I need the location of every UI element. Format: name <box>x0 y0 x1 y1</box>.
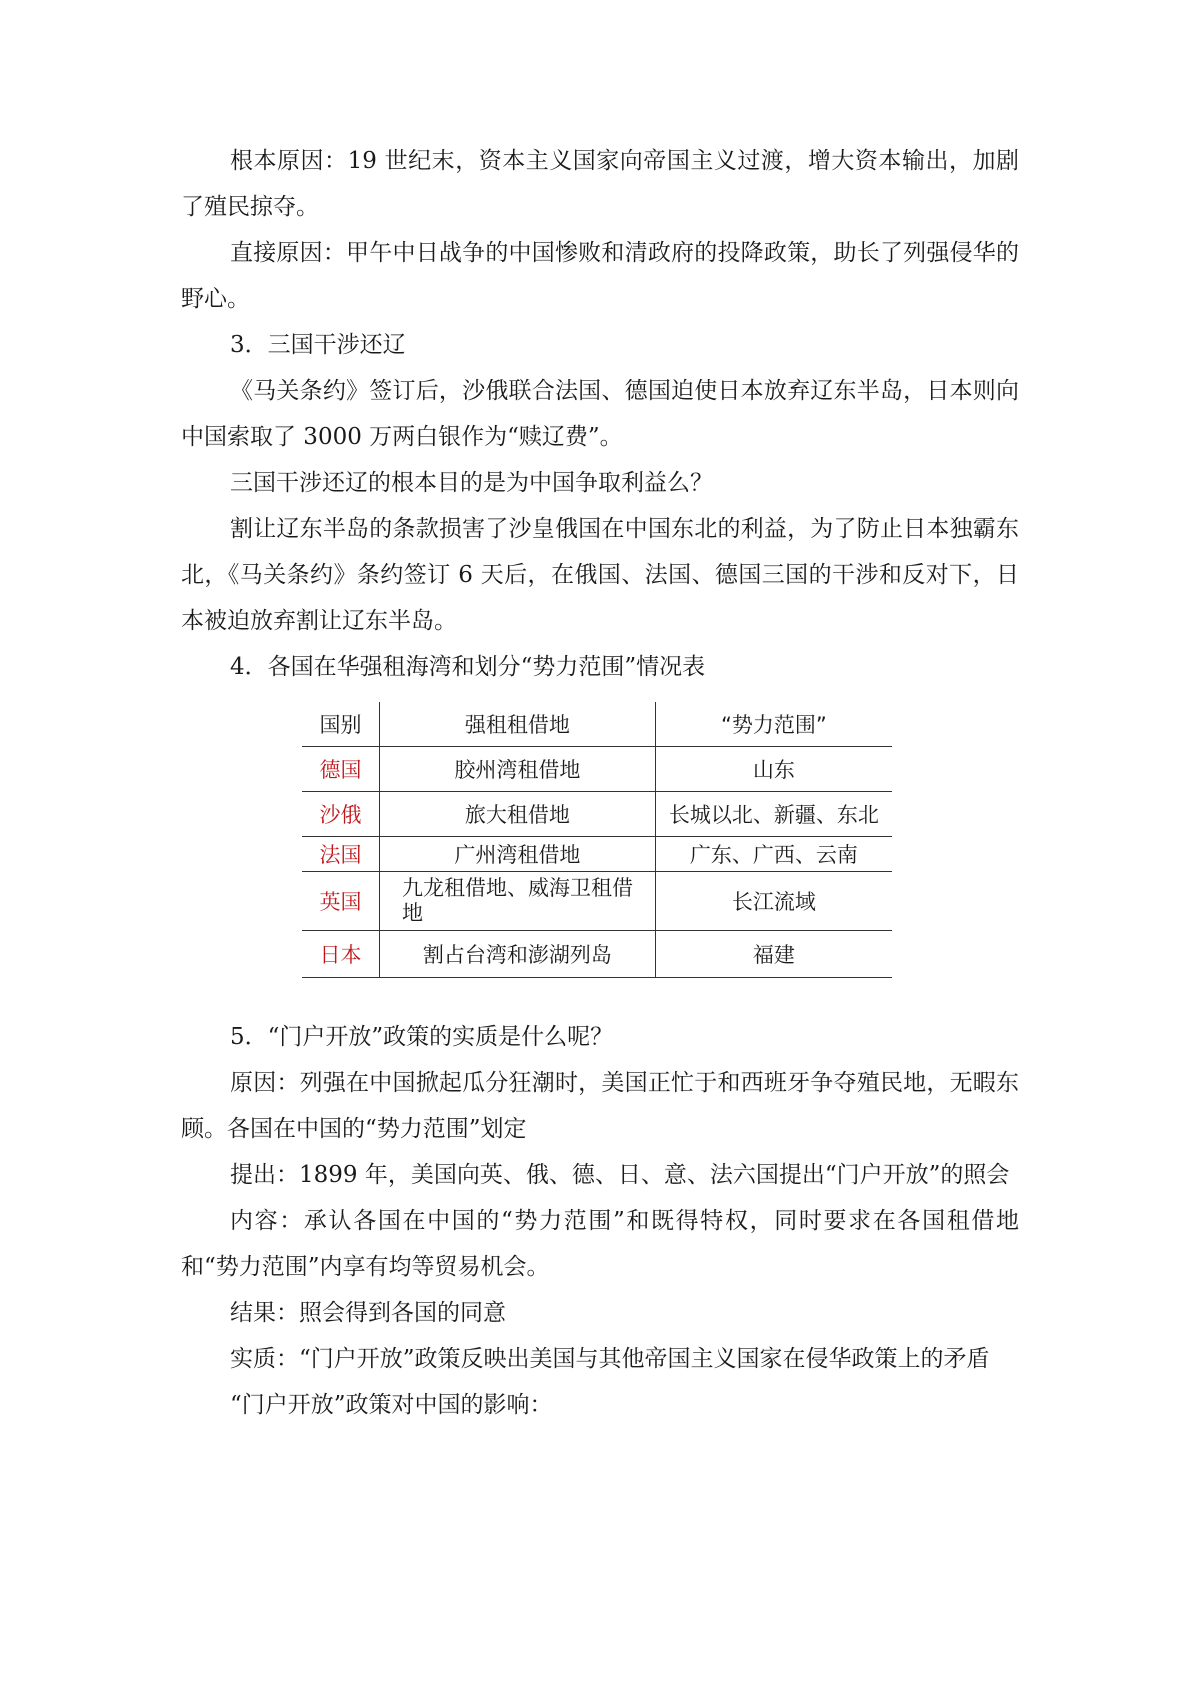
paragraph-proposal: 提出：1899 年，美国向英、俄、德、日、意、法六国提出“门户开放”的照会 <box>230 1161 1010 1188</box>
section-heading-4: 4．各国在华强租海湾和划分“势力范围”情况表 <box>230 654 706 680</box>
table-row <box>302 791 892 836</box>
lease-cell: 广州湾租借地 <box>379 836 655 871</box>
section-heading-5: 5．“门户开放”政策的实质是什么呢？ <box>230 1023 614 1050</box>
lease-cell: 旅大租借地 <box>379 791 655 836</box>
spheres-table-wrapper <box>302 702 892 978</box>
country-cell: 日本 <box>302 930 379 977</box>
paragraph-question: 三国干涉还辽的根本目的是为中国争取利益么？ <box>230 470 713 496</box>
paragraph-root-cause: 根本原因：19 世纪末，资本主义国家向帝国主义过渡，增大资本输出，加剧了殖民掠夺。 <box>181 148 1019 220</box>
header-leased-territory: 强租租借地 <box>379 702 655 746</box>
paragraph-direct-cause: 直接原因：甲午中日战争的中国惨败和清政府的投降政策，助长了列强侵华的野心。 <box>181 240 1019 312</box>
header-country: 国别 <box>302 702 379 746</box>
sphere-cell: 山东 <box>655 746 892 791</box>
sphere-cell: 长城以北、新疆、东北 <box>655 791 892 836</box>
table-header-row <box>302 702 892 746</box>
lease-cell: 胶州湾租借地 <box>379 746 655 791</box>
header-sphere: “势力范围” <box>655 702 892 746</box>
paragraph-impact: “门户开放”政策对中国的影响： <box>230 1391 553 1418</box>
country-cell: 法国 <box>302 836 379 871</box>
country-cell: 沙俄 <box>302 791 379 836</box>
country-cell: 英国 <box>302 871 379 930</box>
sphere-cell: 长江流域 <box>655 871 892 930</box>
sphere-cell: 广东、广西、云南 <box>655 836 892 871</box>
document-page <box>181 138 1019 1428</box>
sphere-cell: 福建 <box>655 930 892 977</box>
table-row <box>302 746 892 791</box>
spheres-of-influence-table <box>302 702 892 978</box>
paragraph-essence: 实质：“门户开放”政策反映出美国与其他帝国主义国家在侵华政策上的矛盾 <box>230 1345 990 1372</box>
lease-cell: 九龙租借地、威海卫租借地 <box>379 871 655 930</box>
paragraph-answer: 割让辽东半岛的条款损害了沙皇俄国在中国东北的利益，为了防止日本独霸东北，《马关条约》条约签订 6 天后，在俄国、法国、德国三国的干涉和反对下，日本被迫放弃割让辽东半岛。 <box>181 516 1019 634</box>
paragraph-reason: 原因：列强在中国掀起瓜分狂潮时，美国正忙于和西班牙争夺殖民地，无暇东顾。各国在中国的“势力范围”划定 <box>181 1069 1019 1142</box>
table-row <box>302 871 892 930</box>
paragraph-result: 结果：照会得到各国的同意 <box>230 1299 506 1326</box>
section-heading-3: 3．三国干涉还辽 <box>230 332 406 358</box>
paragraph-content: 内容：承认各国在中国的“势力范围”和既得特权，同时要求在各国租借地和“势力范围”内享有均等贸易机会。 <box>181 1207 1019 1280</box>
lease-cell: 割占台湾和澎湖列岛 <box>379 930 655 977</box>
paragraph-shimonoseki: 《马关条约》签订后，沙俄联合法国、德国迫使日本放弃辽东半岛，日本则向中国索取了 3000 万两白银作为“赎辽费”。 <box>181 378 1019 450</box>
table-row <box>302 836 892 871</box>
table-row <box>302 930 892 977</box>
country-cell: 德国 <box>302 746 379 791</box>
spacer <box>181 978 1019 1014</box>
